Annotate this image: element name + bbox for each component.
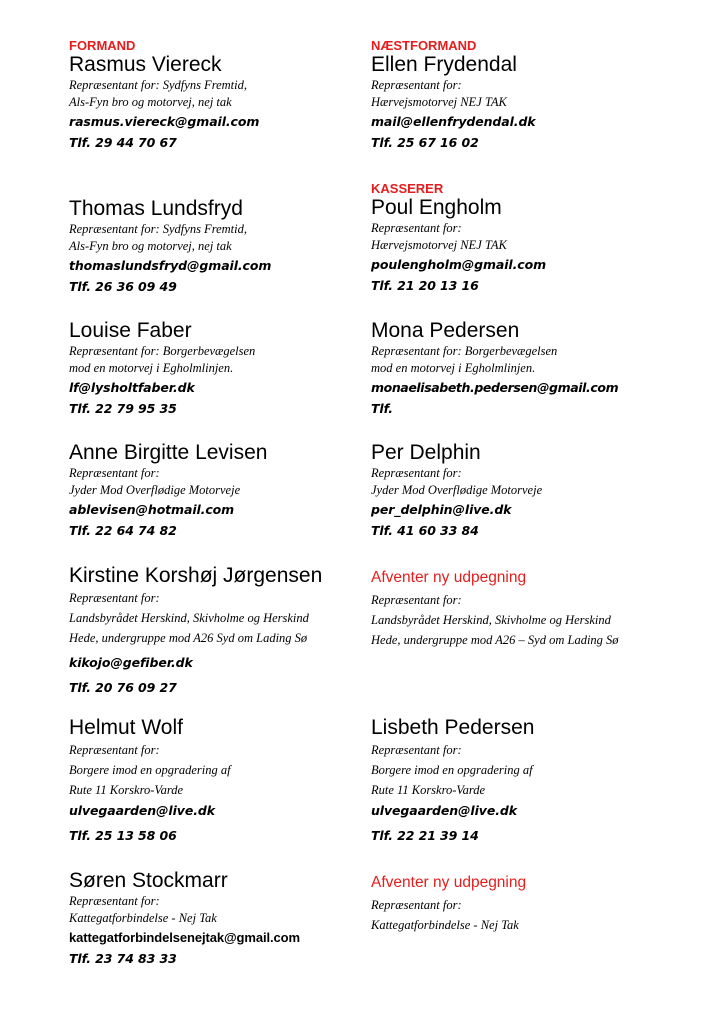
phone-number: Tlf. 26 36 09 49 xyxy=(69,279,177,294)
member-card xyxy=(371,181,681,296)
representative-text: Repræsentant for: Landsbyrådet Herskind, Skivholme og Herskind Hede, undergruppe mod A26 – Syd om Lading Sø xyxy=(371,593,619,647)
member-name: Per Delphin xyxy=(371,441,481,464)
role-label: NÆSTFORMAND xyxy=(371,38,477,53)
representative-text: Repræsentant for: Sydfyns Fremtid, Als-Fyn bro og motorvej, nej tak xyxy=(69,78,247,109)
representative-text: Repræsentant for: Borgerbevægelsen mod en motorvej i Egholmlinjen. xyxy=(371,344,558,375)
pending-status: Afventer ny udpegning xyxy=(371,569,527,586)
representative-text: Repræsentant for: Kattegatforbindelse - Nej Tak xyxy=(371,898,519,932)
representative-text: Repræsentant for: Hærvejsmotorvej NEJ TAK xyxy=(371,221,507,252)
representative-text: Repræsentant for: Borgerbevægelsen mod en motorvej i Egholmlinjen. xyxy=(69,344,256,375)
member-name: Lisbeth Pedersen xyxy=(371,716,535,739)
email-link[interactable]: poulengholm@gmail.com xyxy=(371,257,546,272)
member-name: Rasmus Viereck xyxy=(69,53,222,76)
pending-status: Afventer ny udpegning xyxy=(371,874,527,891)
member-name: Anne Birgitte Levisen xyxy=(69,441,268,464)
member-card xyxy=(69,564,379,698)
phone-number: Tlf. 23 74 83 33 xyxy=(69,951,177,966)
member-name: Kirstine Korshøj Jørgensen xyxy=(69,564,323,587)
representative-text: Repræsentant for: Borgere imod en opgradering af Rute 11 Korskro-Varde xyxy=(69,743,231,797)
member-name: Thomas Lundsfryd xyxy=(69,197,243,220)
phone-number: Tlf. 25 67 16 02 xyxy=(371,135,479,150)
representative-text: Repræsentant for: Landsbyrådet Herskind, Skivholme og Herskind Hede, undergruppe mod A26 Syd om Lading Sø xyxy=(69,591,309,645)
representative-text: Repræsentant for: Kattegatforbindelse - Nej Tak xyxy=(69,894,217,925)
email-link[interactable]: kikojo@gefiber.dk xyxy=(69,655,193,670)
email-link[interactable]: lf@lysholtfaber.dk xyxy=(69,380,195,395)
phone-number: Tlf. 20 76 09 27 xyxy=(69,680,177,695)
representative-text: Repræsentant for: Hærvejsmotorvej NEJ TAK xyxy=(371,78,507,109)
member-card xyxy=(69,869,379,969)
phone-number: Tlf. 22 79 95 35 xyxy=(69,401,177,416)
email-link[interactable]: ulvegaarden@live.dk xyxy=(69,803,215,818)
member-card xyxy=(371,319,681,419)
phone-number: Tlf. 41 60 33 84 xyxy=(371,523,479,538)
member-name: Mona Pedersen xyxy=(371,319,520,342)
email-link[interactable]: kattegatforbindelsenejtak@gmail.com xyxy=(69,930,300,945)
email-link[interactable]: mail@ellenfrydendal.dk xyxy=(371,114,536,129)
pending-card xyxy=(371,873,681,935)
email-link[interactable]: per_delphin@live.dk xyxy=(371,502,512,517)
representative-text: Repræsentant for: Jyder Mod Overflødige Motorveje xyxy=(69,466,241,497)
member-name: Ellen Frydendal xyxy=(371,53,517,76)
representative-text: Repræsentant for: Jyder Mod Overflødige Motorveje xyxy=(371,466,543,497)
email-link[interactable]: rasmus.viereck@gmail.com xyxy=(69,114,260,129)
member-card xyxy=(69,441,379,541)
phone-number: Tlf. 22 64 74 82 xyxy=(69,523,177,538)
member-name: Helmut Wolf xyxy=(69,716,183,739)
pending-card xyxy=(371,568,681,650)
phone-number: Tlf. xyxy=(371,401,393,416)
email-link[interactable]: monaelisabeth.pedersen@gmail.com xyxy=(371,380,619,395)
member-card xyxy=(371,441,681,541)
member-card xyxy=(69,38,379,153)
member-name: Poul Engholm xyxy=(371,196,502,219)
representative-text: Repræsentant for: Borgere imod en opgradering af Rute 11 Korskro-Varde xyxy=(371,743,533,797)
role-label: FORMAND xyxy=(69,38,136,53)
member-card xyxy=(69,716,379,846)
phone-number: Tlf. 25 13 58 06 xyxy=(69,828,177,843)
email-link[interactable]: ablevisen@hotmail.com xyxy=(69,502,235,517)
phone-number: Tlf. 29 44 70 67 xyxy=(69,135,177,150)
representative-text: Repræsentant for: Sydfyns Fremtid, Als-Fyn bro og motorvej, nej tak xyxy=(69,222,247,253)
email-link[interactable]: ulvegaarden@live.dk xyxy=(371,803,517,818)
member-card xyxy=(69,197,379,297)
member-name: Louise Faber xyxy=(69,319,192,342)
phone-number: Tlf. 22 21 39 14 xyxy=(371,828,479,843)
role-label: KASSERER xyxy=(371,181,444,196)
phone-number: Tlf. 21 20 13 16 xyxy=(371,278,479,293)
member-card xyxy=(371,38,681,153)
member-name: Søren Stockmarr xyxy=(69,869,228,892)
member-card xyxy=(371,716,681,846)
member-card xyxy=(69,319,379,419)
email-link[interactable]: thomaslundsfryd@gmail.com xyxy=(69,258,272,273)
